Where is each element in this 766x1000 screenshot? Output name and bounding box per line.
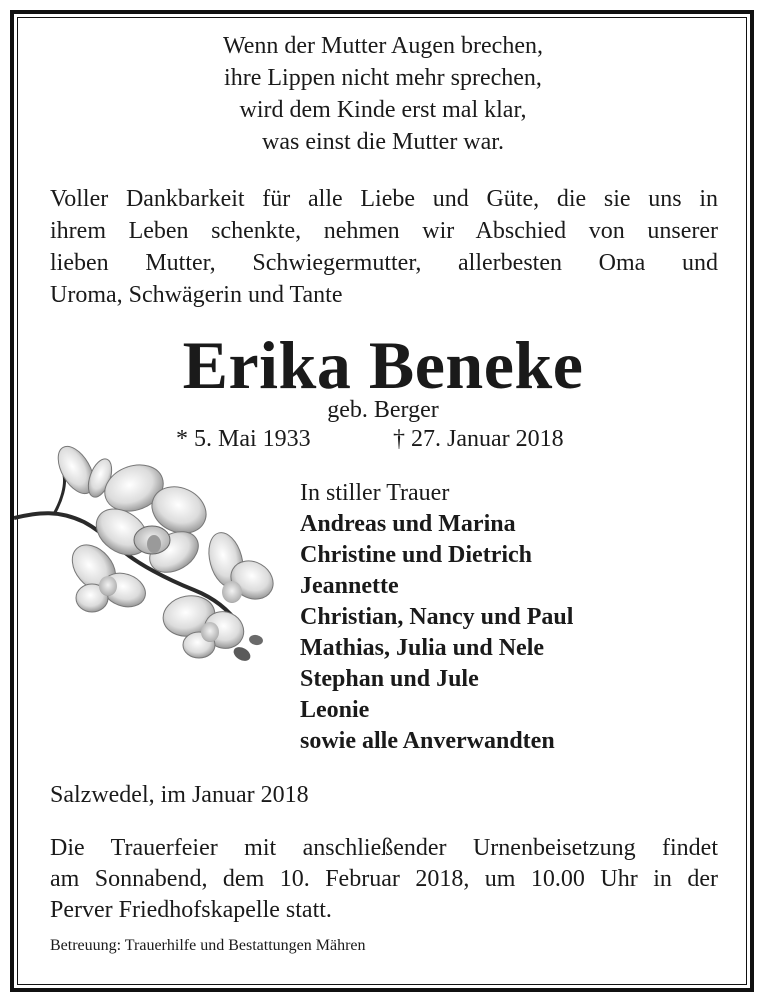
- intro-line: lieben Mutter, Schwiegermutter, allerbesten Oma und: [50, 250, 718, 276]
- birth-date: * 5. Mai 1933: [176, 426, 311, 452]
- mourner-family: Christian, Nancy und Paul: [300, 604, 574, 630]
- service-line: am Sonnabend, dem 10. Februar 2018, um 10.00 Uhr in der: [50, 866, 718, 892]
- intro-line: Voller Dankbarkeit für alle Liebe und Güte, die sie uns in: [50, 186, 718, 212]
- mourner-family: Andreas und Marina: [300, 511, 516, 537]
- orchid-icon: [14, 440, 284, 680]
- service-line: Perver Friedhofskapelle statt.: [50, 897, 332, 923]
- mourning-heading: In stiller Trauer: [300, 480, 450, 506]
- intro-line: ihrem Leben schenkte, nehmen wir Abschied von unserer: [50, 218, 718, 244]
- mourner-family: Mathias, Julia und Nele: [300, 635, 545, 661]
- place-date: Salzwedel, im Januar 2018: [50, 782, 309, 808]
- service-info: [50, 833, 718, 926]
- death-date: † 27. Januar 2018: [393, 426, 564, 452]
- mourner-family: sowie alle Anverwandten: [300, 728, 555, 754]
- funeral-care-credit: Betreuung: Trauerhilfe und Bestattungen Mähren: [50, 937, 366, 954]
- poem-line: was einst die Mutter war.: [262, 129, 504, 155]
- poem-line: ihre Lippen nicht mehr sprechen,: [224, 65, 542, 91]
- poem: [0, 30, 766, 158]
- poem-line: wird dem Kinde erst mal klar,: [239, 97, 527, 123]
- intro-text: [50, 183, 718, 311]
- mourner-family: Christine und Dietrich: [300, 542, 533, 568]
- mourner-family: Leonie: [300, 697, 370, 723]
- mourner-family: Stephan und Jule: [300, 666, 479, 692]
- mourners: [300, 478, 573, 757]
- intro-line: Uroma, Schwägerin und Tante: [50, 282, 343, 308]
- born-name: geb. Berger: [327, 397, 439, 423]
- mourner-family: Jeannette: [300, 573, 399, 599]
- service-line: Die Trauerfeier mit anschließender Urnenbeisetzung findet: [50, 835, 718, 861]
- poem-line: Wenn der Mutter Augen brechen,: [223, 33, 543, 59]
- deceased-name: Erika Beneke: [182, 327, 584, 403]
